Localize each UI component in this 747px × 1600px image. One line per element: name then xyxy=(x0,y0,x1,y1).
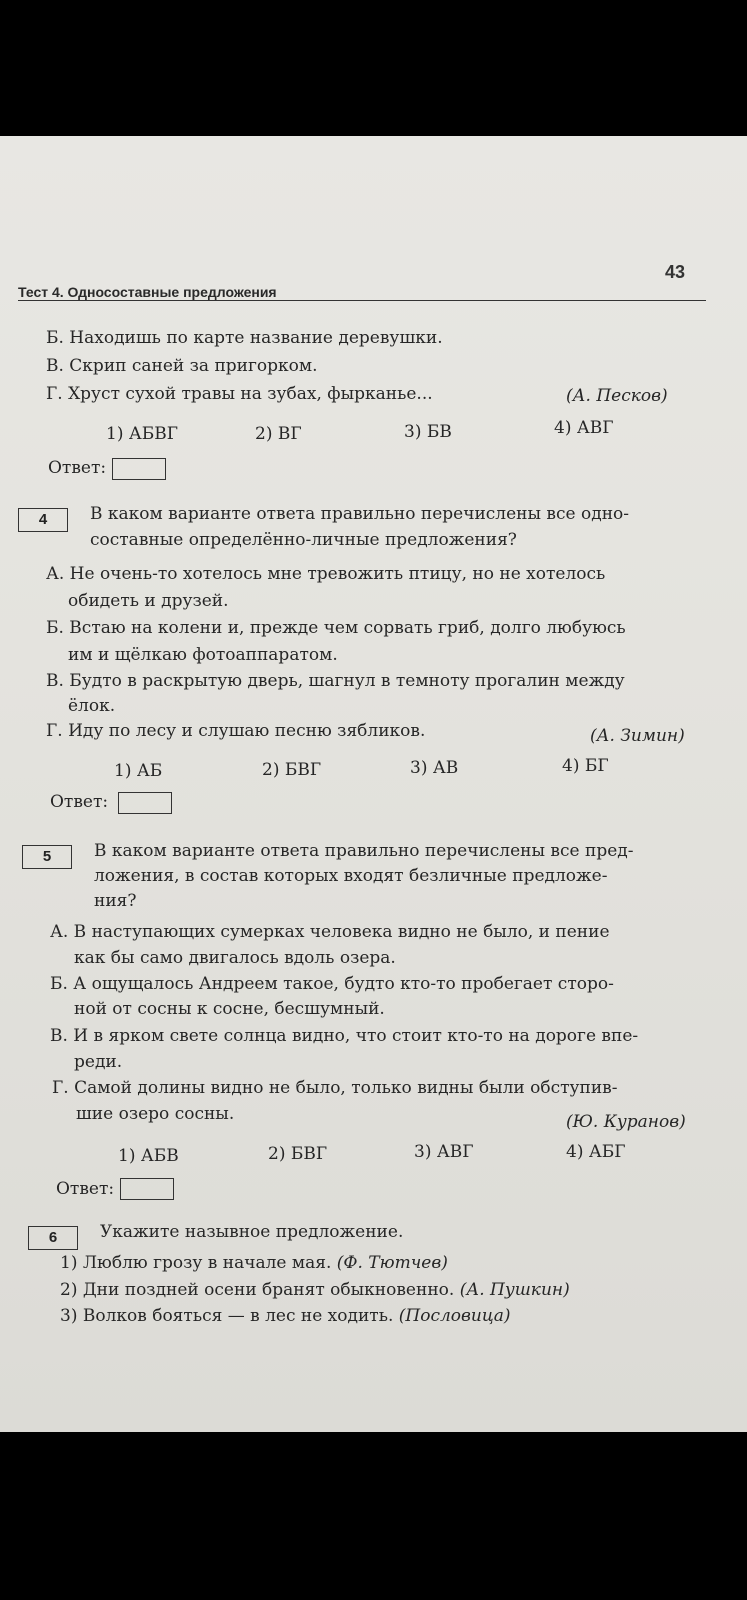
q4-item-g: Г. Иду по лесу и слушаю песню зябликов. xyxy=(46,721,426,741)
q3-answer-box[interactable] xyxy=(112,458,166,480)
q5-item-a: А. В наступающих сумерках человека видно не было, и пение xyxy=(50,922,610,942)
q3-item-v: В. Скрип саней за пригорком. xyxy=(46,356,318,376)
header-rule xyxy=(18,300,706,301)
q4-source: (А. Зимин) xyxy=(590,726,685,746)
q4-item-v-cont: ёлок. xyxy=(68,696,116,716)
q3-item-g: Г. Хруст сухой травы на зубах, фырканье... xyxy=(46,384,433,404)
page-number: 43 xyxy=(665,262,686,282)
q4-question-line-2: составные определённо-личные предложения? xyxy=(90,530,517,550)
q4-option-2[interactable]: 2) БВГ xyxy=(262,760,322,780)
q6-item-2: 2) Дни поздней осени бранят обыкновенно. (А. Пушкин) xyxy=(60,1280,570,1300)
q3-source: (А. Песков) xyxy=(566,386,668,406)
q3-option-3[interactable]: 3) БВ xyxy=(404,422,452,442)
q5-source: (Ю. Куранов) xyxy=(566,1112,686,1132)
q6-item-1: 1) Люблю грозу в начале мая. (Ф. Тютчев) xyxy=(60,1253,448,1273)
q3-item-b: Б. Находишь по карте название деревушки. xyxy=(46,328,443,348)
q3-option-2[interactable]: 2) ВГ xyxy=(255,424,302,444)
q4-number: 4 xyxy=(18,508,68,532)
q5-item-g-cont: шие озеро сосны. xyxy=(76,1104,235,1124)
q5-question-line-3: ния? xyxy=(94,891,137,911)
q4-answer-label: Ответ: xyxy=(50,792,109,812)
q5-item-b-cont: ной от сосны к сосне, бесшумный. xyxy=(74,999,385,1019)
q5-option-1[interactable]: 1) АБВ xyxy=(118,1146,179,1166)
book-page xyxy=(0,136,747,1432)
q5-number: 5 xyxy=(22,845,72,869)
q3-option-1[interactable]: 1) АБВГ xyxy=(106,424,178,444)
page-header: Тест 4. Односоставные предложения xyxy=(18,284,277,300)
q5-item-v-cont: реди. xyxy=(74,1052,123,1072)
q5-item-a-cont: как бы само двигалось вдоль озера. xyxy=(74,948,396,968)
q5-question-line-1: В каком варианте ответа правильно перечислены все пред- xyxy=(94,841,634,861)
q4-item-b-cont: им и щёлкаю фотоаппаратом. xyxy=(68,645,338,665)
q4-item-b: Б. Встаю на колени и, прежде чем сорвать гриб, долго любуюсь xyxy=(46,618,626,638)
q4-item-a-cont: обидеть и друзей. xyxy=(68,591,229,611)
q4-option-4[interactable]: 4) БГ xyxy=(562,756,609,776)
q5-item-b: Б. А ощущалось Андреем такое, будто кто-то пробегает сторо- xyxy=(50,974,614,994)
q6-item-3: 3) Волков бояться — в лес не ходить. (Пословица) xyxy=(60,1306,511,1326)
q5-option-2[interactable]: 2) БВГ xyxy=(268,1144,328,1164)
q4-item-a: А. Не очень-то хотелось мне тревожить птицу, но не хотелось xyxy=(46,564,606,584)
q3-option-4[interactable]: 4) АВГ xyxy=(554,418,614,438)
q4-question-line-1: В каком варианте ответа правильно перечислены все одно- xyxy=(90,504,630,524)
q3-answer-label: Ответ: xyxy=(48,458,107,478)
q6-number: 6 xyxy=(28,1226,78,1250)
q5-answer-label: Ответ: xyxy=(56,1179,115,1199)
q4-option-3[interactable]: 3) АВ xyxy=(410,758,459,778)
q5-option-3[interactable]: 3) АВГ xyxy=(414,1142,474,1162)
q4-option-1[interactable]: 1) АБ xyxy=(114,761,163,781)
q4-answer-box[interactable] xyxy=(118,792,172,814)
q5-question-line-2: ложения, в состав которых входят безличные предложе- xyxy=(94,866,608,886)
q5-item-g: Г. Самой долины видно не было, только видны были обступив- xyxy=(52,1078,618,1098)
q6-question: Укажите назывное предложение. xyxy=(100,1222,404,1242)
q4-item-v: В. Будто в раскрытую дверь, шагнул в темноту прогалин между xyxy=(46,671,625,691)
q5-item-v: В. И в ярком свете солнца видно, что стоит кто-то на дороге впе- xyxy=(50,1026,639,1046)
q5-answer-box[interactable] xyxy=(120,1178,174,1200)
q5-option-4[interactable]: 4) АБГ xyxy=(566,1142,626,1162)
